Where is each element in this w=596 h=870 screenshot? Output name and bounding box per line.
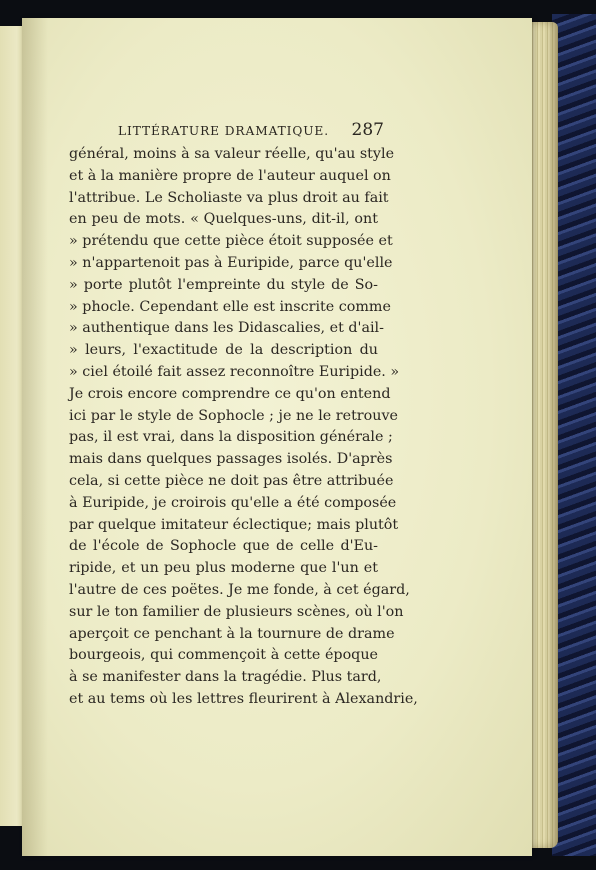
text-line: » phocle. Cependant elle est inscrite comme: [69, 298, 391, 315]
text-line: » ciel étoilé fait assez reconnoître Euripide. »: [69, 363, 400, 380]
text-line: en peu de mots. « Quelques-uns, dit-il, ont: [69, 211, 378, 228]
text-line: pas, il est vrai, dans la disposition générale ;: [69, 429, 393, 446]
text-line: cela, si cette pièce ne doit pas être attribuée: [69, 472, 394, 489]
text-line: sur le ton familier de plusieurs scènes, où l'on: [69, 603, 404, 620]
text-line: général, moins à sa valeur réelle, qu'au style: [69, 146, 395, 162]
text-line: mais dans quelques passages isolés. D'après: [69, 451, 393, 468]
text-line: » n'appartenoit pas à Euripide, parce qu'elle: [69, 254, 393, 271]
text-line: » authentique dans les Didascalies, et d'ail-: [69, 320, 384, 337]
text-line: bourgeois, qui commençoit à cette époque: [69, 647, 378, 664]
marbled-cover-edge: [552, 14, 596, 856]
text-line: et au tems où les lettres fleurirent à Alexandrie,: [69, 690, 418, 707]
text-line: » prétendu que cette pièce étoit supposée et: [69, 233, 393, 250]
text-line: et à la manière propre de l'auteur auquel on: [69, 167, 391, 184]
text-line: à Euripide, je croirois qu'elle a été composée: [69, 494, 397, 511]
text-line: ici par le style de Sophocle ; je ne le retrouve: [69, 407, 398, 424]
text-line: l'attribue. Le Scholiaste va plus droit au fait: [69, 189, 389, 206]
text-line: l'autre de ces poëtes. Je me fonde, à cet égard,: [69, 581, 410, 598]
text-line: Je crois encore comprendre ce qu'on entend: [69, 385, 391, 402]
gutter-shadow: [22, 18, 48, 856]
body-text: [69, 144, 418, 711]
text-line: à se manifester dans la tragédie. Plus tard,: [69, 669, 382, 686]
text-line: » leurs, l'exactitude de la description du: [69, 342, 378, 359]
page-number: 287: [351, 120, 384, 140]
page-header: [118, 120, 384, 144]
text-line: ripide, et un peu plus moderne que l'un et: [69, 560, 378, 577]
text-line: aperçoit ce penchant à la tournure de drame: [69, 625, 395, 642]
text-line: de l'école de Sophocle que de celle d'Eu-: [69, 538, 378, 555]
running-title: LITTÉRATURE DRAMATIQUE.: [118, 124, 329, 138]
text-line: par quelque imitateur éclectique; mais plutôt: [69, 516, 399, 533]
text-line: » porte plutôt l'empreinte du style de So-: [69, 276, 378, 293]
